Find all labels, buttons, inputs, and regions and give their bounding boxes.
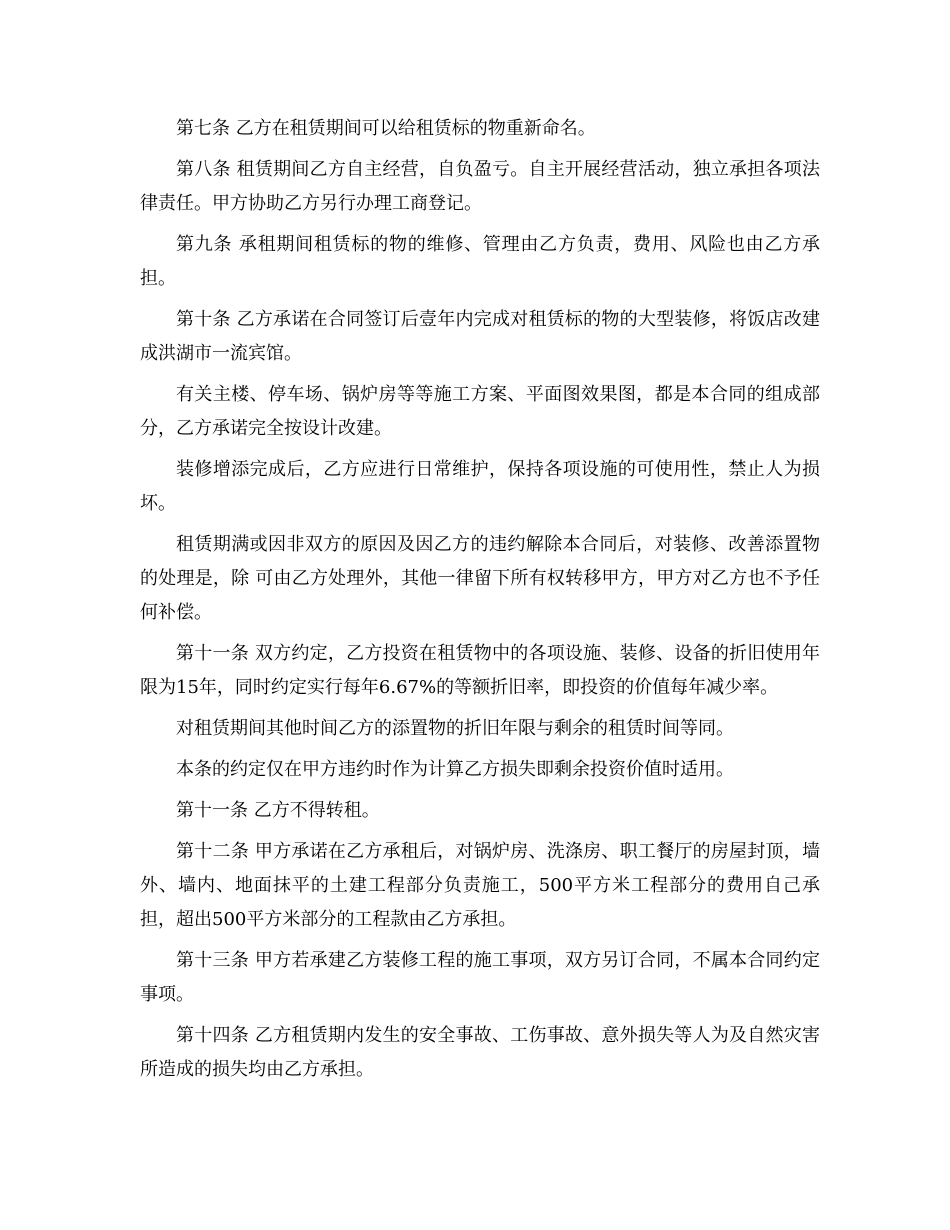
paragraph-article-14: 第十四条 乙方租赁期内发生的安全事故、工伤事故、意外损失等人为及自然灾害所造成的损失均由乙方承担。 [140, 1025, 820, 1080]
paragraph-lease-expiry: 租赁期满或因非双方的原因及因乙方的违约解除本合同后，对装修、改善添置物的处理是，除 可由乙方处理外，其他一律留下所有权转移甲方，甲方对乙方也不予任何补偿。 [140, 534, 820, 623]
paragraph-depreciation-other: 对租赁期间其他时间乙方的添置物的折旧年限与剩余的租赁时间等同。 [176, 718, 734, 739]
paragraph-article-8: 第八条 租赁期间乙方自主经营，自负盈亏。自主开展经营活动，独立承担各项法律责任。甲方协助乙方另行办理工商登记。 [140, 159, 820, 214]
paragraph-article-11-depreciation: 第十一条 双方约定，乙方投资在租赁物中的各项设施、装修、设备的折旧使用年限为15年，同时约定实行每年6.67%的等额折旧率，即投资的价值每年减少率。 [140, 643, 820, 698]
paragraph-article-13: 第十三条 甲方若承建乙方装修工程的施工事项，双方另订合同，不属本合同约定事项。 [140, 950, 820, 1005]
paragraph-construction-plan: 有关主楼、停车场、锅炉房等等施工方案、平面图效果图，都是本合同的组成部分，乙方承诺完全按设计改建。 [140, 384, 820, 439]
paragraph-article-9: 第九条 承租期间租赁标的物的维修、管理由乙方负责，费用、风险也由乙方承担。 [140, 234, 820, 289]
document-body [140, 112, 820, 1094]
paragraph-depreciation-scope: 本条的约定仅在甲方违约时作为计算乙方损失即剩余投资价值时适用。 [176, 759, 734, 780]
paragraph-article-12: 第十二条 甲方承诺在乙方承租后，对锅炉房、洗涤房、职工餐厅的房屋封顶，墙外、墙内、地面抹平的土建工程部分负责施工，500平方米工程部分的费用自己承担，超出500平方米部分的工程款由乙方承担。 [140, 841, 820, 930]
paragraph-article-11-sublease: 第十一条 乙方不得转租。 [176, 800, 380, 821]
paragraph-article-10: 第十条 乙方承诺在合同签订后壹年内完成对租赁标的物的大型装修，将饭店改建成洪湖市一流宾馆。 [140, 309, 820, 364]
paragraph-maintenance: 装修增添完成后，乙方应进行日常维护，保持各项设施的可使用性，禁止人为损坏。 [140, 459, 820, 514]
paragraph-article-7: 第七条 乙方在租赁期间可以给租赁标的物重新命名。 [176, 118, 596, 139]
